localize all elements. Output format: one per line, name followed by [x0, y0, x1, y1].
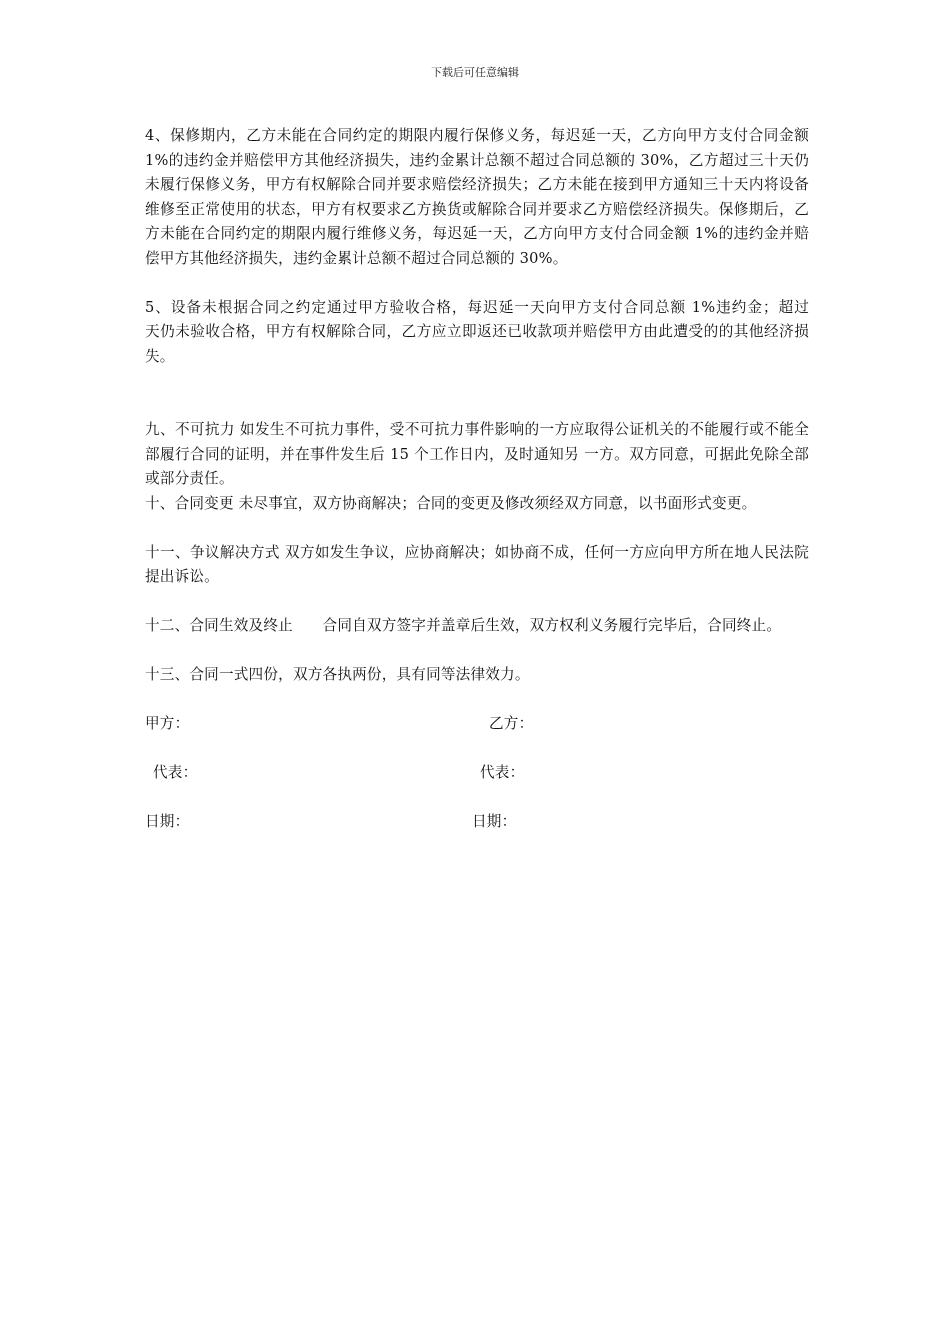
signature-rep-row — [145, 761, 809, 786]
clause-contract-change: 十、合同变更 未尽事宜，双方协商解决；合同的变更及修改须经双方同意，以书面形式变更。 — [145, 494, 757, 512]
date-a-label: 日期： — [145, 813, 190, 830]
party-a-label: 甲方： — [145, 715, 190, 732]
spacer — [145, 688, 809, 713]
clause-copies: 十三、合同一式四份，双方各执两份，具有同等法律效力。 — [145, 666, 530, 683]
clause-effectiveness: 十二、合同生效及终止 合同自双方签字并盖章后生效，双方权利义务履行完毕后，合同终止。 — [145, 617, 782, 634]
contract-body — [145, 124, 839, 835]
spacer — [145, 271, 809, 296]
signature-date-row — [145, 810, 809, 835]
spacer — [145, 737, 809, 762]
rep-a-label: 代表： — [153, 764, 198, 781]
header-note: 下载后可任意编辑 — [431, 66, 519, 79]
clause-dispute-resolution: 十一、争议解决方式 双方如发生争议，应协商解决；如协商不成，任何一方应向甲方所在地人民法院提出诉讼。 — [145, 543, 809, 585]
party-b-label: 乙方： — [489, 715, 534, 732]
spacer — [145, 786, 809, 811]
clause-item-5: 5、设备未根据合同之约定通过甲方验收合格，每迟延一天向甲方支付合同总额 1%违约金；超过 天仍未验收合格，甲方有权解除合同，乙方应立即返还已收款项并赔偿甲方由此遭受的的其他经济损失。 — [145, 298, 839, 365]
spacer — [145, 516, 809, 541]
spacer — [145, 369, 809, 418]
clause-item-4: 4、保修期内，乙方未能在合同约定的期限内履行保修义务，每迟延一天，乙方向甲方支付合同金额 1%的违约金并赔偿甲方其他经济损失，违约金累计总额不超过合同总额的 30%，乙方超过三十天仍未履行保修义务，甲方有权解除合同并要求赔偿经济损失；乙方未能在接到甲方通知三十天内将设备维修至正常使用的状态，甲方有权要求乙方换货或解除合同并要求乙方赔偿经济损失。保修期后，乙方未能在合同约定的期限内履行维修义务，每迟延一天，乙方向甲方支付合同金额 1%的违约金并赔偿甲方其他经济损失，违约金累计总额不超过合同总额的 30%。 — [145, 127, 809, 267]
spacer — [145, 590, 809, 615]
signature-party-row — [145, 712, 809, 737]
rep-b-label: 代表： — [480, 764, 525, 781]
clause-force-majeure: 九、不可抗力 如发生不可抗力事件，受不可抗力事件影响的一方应取得公证机关的不能履行或不能全部履行合同的证明，并在事件发生后 15 个工作日内，及时通知另 一方。双方同意，可据此免除全部或部分责任。 — [145, 421, 809, 487]
date-b-label: 日期： — [472, 813, 517, 830]
spacer — [145, 639, 809, 664]
